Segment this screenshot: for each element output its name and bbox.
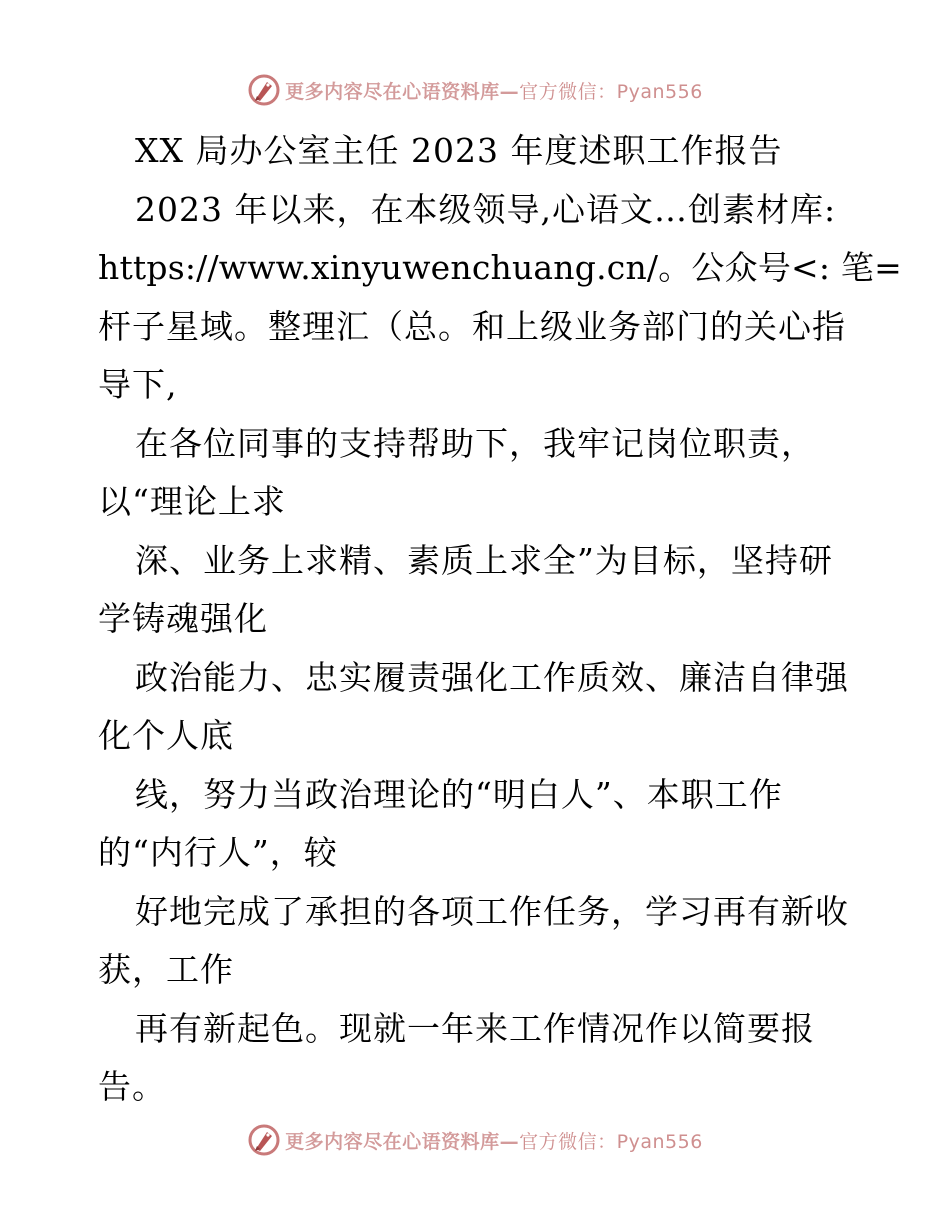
- paragraph-line: 的“内行人”，较: [98, 833, 338, 872]
- header-watermark-banner: [0, 70, 950, 110]
- banner-text-tail: 官方微信：Pyan556: [519, 80, 703, 103]
- footer-watermark-banner: [0, 1120, 950, 1160]
- document-title: XX 局办公室主任 2023 年度述职工作报告: [135, 131, 783, 170]
- paragraph-line: 在各位同事的支持帮助下，我牢记岗位职责，: [135, 423, 815, 463]
- paragraph-line: 获，工作: [98, 950, 234, 989]
- paragraph-line: https://www.xinyuwenchuang.cn/。公众号<: 笔=: [98, 248, 902, 287]
- banner-text-main: 更多内容尽在心语资料库—: [285, 80, 520, 103]
- paragraph-line: 化个人底: [98, 716, 234, 755]
- paragraph-line: 深、业务上求精、素质上求全”为目标，坚持研: [135, 540, 833, 580]
- paragraph-line: 线，努力当政治理论的“明白人”、本职工作: [135, 774, 783, 814]
- paragraph-line: 政治能力、忠实履责强化工作质效、廉洁自律强: [135, 657, 849, 697]
- banner-text: [285, 1127, 703, 1154]
- red-pen-nib-logo-icon: [247, 1123, 281, 1157]
- paragraph-line: 杆子星域。整理汇（总。和上级业务部门的关心指: [98, 306, 846, 346]
- banner-text-tail: 官方微信：Pyan556: [519, 1130, 703, 1153]
- paragraph-line: 导下,: [98, 365, 178, 404]
- document-body: [98, 122, 902, 1117]
- paragraph-line: 学铸魂强化: [98, 599, 268, 638]
- paragraph-line: 2023 年以来，在本级领导,心语文…创素材库:: [135, 189, 837, 229]
- banner-text: [285, 77, 703, 104]
- banner-text-main: 更多内容尽在心语资料库—: [285, 1130, 520, 1153]
- paragraph-line: 告。: [98, 1067, 166, 1106]
- red-pen-nib-logo-icon: [247, 73, 281, 107]
- paragraph-line: 好地完成了承担的各项工作任务，学习再有新收: [135, 891, 849, 931]
- paragraph-line: 以“理论上求: [98, 482, 286, 521]
- paragraph-line: 再有新起色。现就一年来工作情况作以简要报: [135, 1008, 815, 1048]
